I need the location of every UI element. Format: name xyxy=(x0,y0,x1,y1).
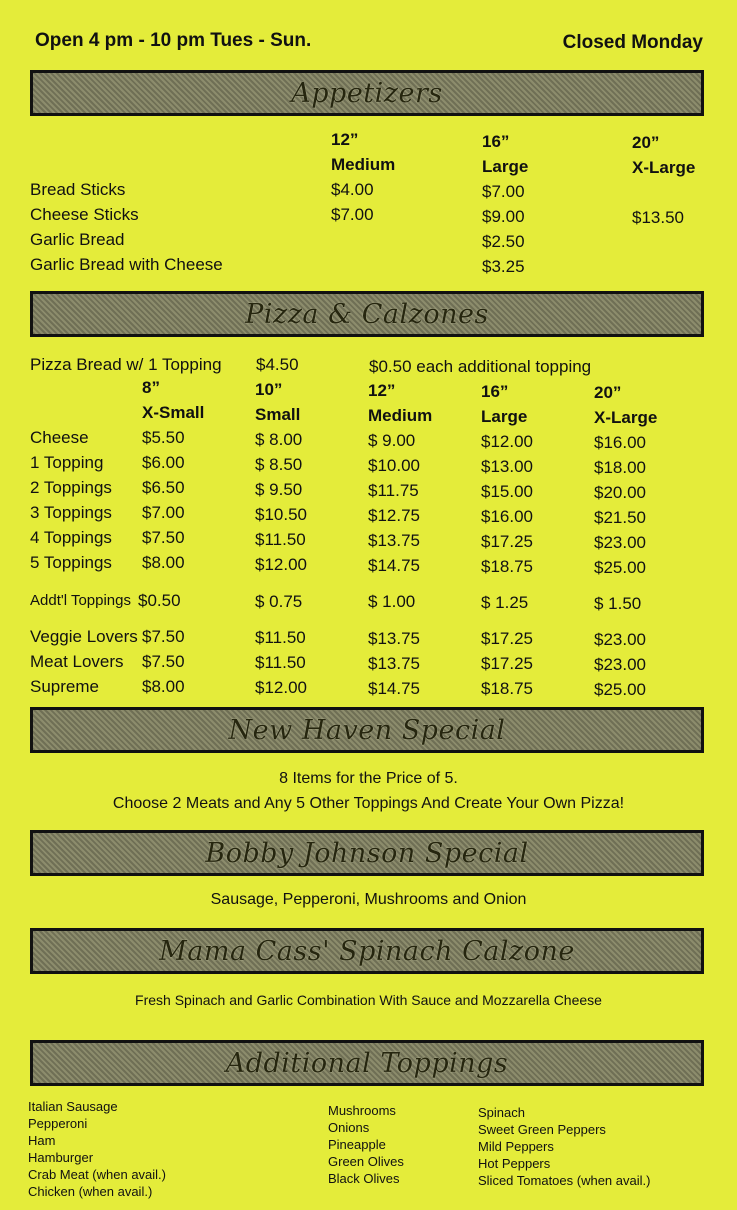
price: $18.75 xyxy=(481,679,533,698)
new-haven-line1: 8 Items for the Price of 5. xyxy=(279,770,458,787)
price: $16.00 xyxy=(481,507,533,526)
pizza-names xyxy=(30,425,112,575)
price: $7.00 xyxy=(331,205,374,224)
price: $11.50 xyxy=(255,530,306,549)
pizza-names-specials xyxy=(30,624,138,699)
appetizer-names xyxy=(30,177,223,277)
price: $11.75 xyxy=(368,481,419,500)
pizza-name: Supreme xyxy=(30,677,99,696)
appetizer-name: Cheese Sticks xyxy=(30,205,139,224)
pizza-col-medium xyxy=(368,378,432,578)
topping-item: Ham xyxy=(28,1133,56,1148)
size-inch: 12” xyxy=(331,130,359,149)
price: $23.00 xyxy=(594,655,646,674)
price: $7.00 xyxy=(142,503,185,522)
pizza-name: 4 Toppings xyxy=(30,528,112,547)
size-name: Medium xyxy=(368,406,433,425)
topping-item: Sliced Tomatoes (when avail.) xyxy=(478,1173,651,1188)
price: $8.00 xyxy=(142,553,185,572)
size-inch: 8” xyxy=(142,378,160,397)
price: $13.75 xyxy=(368,629,420,648)
mama-banner xyxy=(30,928,704,974)
pizza-bread-note: $0.50 each additional topping xyxy=(369,357,592,376)
price: $2.50 xyxy=(482,232,525,251)
price: $ 9.50 xyxy=(255,480,303,499)
price: $ 1.50 xyxy=(594,594,642,613)
price: $18.00 xyxy=(594,458,646,477)
size-name: Small xyxy=(255,405,301,424)
price: $12.75 xyxy=(368,506,420,525)
pizza-bread-price: $4.50 xyxy=(256,355,299,374)
size-name: X-Large xyxy=(632,158,696,177)
topping-item: Mild Peppers xyxy=(478,1139,554,1154)
size-name: X-Small xyxy=(142,403,205,422)
price: $7.00 xyxy=(482,182,525,201)
appetizer-col-xlarge xyxy=(632,130,695,230)
topping-item: Chicken (when avail.) xyxy=(28,1184,153,1199)
price: $6.50 xyxy=(142,478,185,497)
pizza-col-small xyxy=(255,377,307,577)
price: $17.25 xyxy=(481,532,533,551)
topping-item: Mushrooms xyxy=(328,1103,396,1118)
appetizer-name: Garlic Bread xyxy=(30,230,125,249)
price: $23.00 xyxy=(594,630,646,649)
price: $ 1.00 xyxy=(368,592,416,611)
price: $13.75 xyxy=(368,531,420,550)
price: $8.00 xyxy=(142,677,185,696)
pizza-col-large-specials xyxy=(481,626,533,701)
size-inch: 20” xyxy=(594,383,622,402)
price: $23.00 xyxy=(594,533,646,552)
price: $12.00 xyxy=(481,432,533,451)
price: $ 9.00 xyxy=(368,431,416,450)
toppings-col2 xyxy=(328,1102,404,1187)
pizza-col-large xyxy=(481,379,533,579)
pizza-col-xsmall-specials xyxy=(142,624,185,699)
topping-item: Green Olives xyxy=(328,1154,404,1169)
pizza-bread-label: Pizza Bread w/ 1 Topping xyxy=(30,355,222,374)
price: $7.50 xyxy=(142,627,185,646)
toppings-col3 xyxy=(478,1104,650,1189)
new-haven-banner xyxy=(30,707,704,753)
appetizer-col-medium xyxy=(331,127,395,227)
price: $12.00 xyxy=(255,678,307,697)
bobby-line1: Sausage, Pepperoni, Mushrooms and Onion xyxy=(210,891,527,908)
price: $14.75 xyxy=(368,556,420,575)
price: $10.00 xyxy=(368,456,420,475)
price: $17.25 xyxy=(481,629,533,648)
price: $4.00 xyxy=(331,180,374,199)
topping-item: Spinach xyxy=(478,1105,525,1120)
pizza-name: Veggie Lovers xyxy=(30,627,138,646)
topping-item: Hamburger xyxy=(28,1150,94,1165)
pizza-title: Pizza & Calzones xyxy=(245,298,489,330)
topping-item: Hot Peppers xyxy=(478,1156,551,1171)
topping-item: Onions xyxy=(328,1120,370,1135)
size-inch: 16” xyxy=(481,382,509,401)
price: $12.00 xyxy=(255,555,307,574)
bobby-banner xyxy=(30,830,704,876)
topping-item: Italian Sausage xyxy=(28,1099,118,1114)
size-inch: 20” xyxy=(632,133,660,152)
topping-item: Crab Meat (when avail.) xyxy=(28,1167,166,1182)
pizza-name: 3 Toppings xyxy=(30,503,112,522)
price: $18.75 xyxy=(481,557,533,576)
price: $10.50 xyxy=(255,505,307,524)
price: $7.50 xyxy=(142,528,185,547)
price: $25.00 xyxy=(594,680,646,699)
appetizers-title: Appetizers xyxy=(291,77,443,109)
pizza-col-xlarge xyxy=(594,380,657,580)
pizza-name: Cheese xyxy=(30,428,89,447)
new-haven-line2: Choose 2 Meats and Any 5 Other Toppings And Create Your Own Pizza! xyxy=(112,795,625,812)
size-name: Large xyxy=(482,157,529,176)
size-name: X-Large xyxy=(594,408,658,427)
price: $6.00 xyxy=(142,453,185,472)
pizza-name: 5 Toppings xyxy=(30,553,112,572)
price: $25.00 xyxy=(594,558,646,577)
pizza-col-xlarge-specials xyxy=(594,627,646,702)
price: $5.50 xyxy=(142,428,185,447)
pizza-banner xyxy=(30,291,704,337)
closed-text: Closed Monday xyxy=(562,32,703,53)
price: $7.50 xyxy=(142,652,185,671)
pizza-col-small-specials xyxy=(255,625,307,700)
price: $17.25 xyxy=(481,654,533,673)
pizza-name: 2 Toppings xyxy=(30,478,112,497)
bobby-title: Bobby Johnson Special xyxy=(205,837,529,869)
price: $9.00 xyxy=(482,207,525,226)
size-name: Large xyxy=(481,407,528,426)
appetizer-name: Garlic Bread with Cheese xyxy=(30,255,223,274)
new-haven-title: New Haven Special xyxy=(228,714,506,746)
price: $13.00 xyxy=(481,457,533,476)
pizza-name: 1 Topping xyxy=(30,453,104,472)
appetizer-name: Bread Sticks xyxy=(30,180,126,199)
appetizers-banner xyxy=(30,70,704,116)
hours-text: Open 4 pm - 10 pm Tues - Sun. xyxy=(35,30,312,51)
topping-item: Black Olives xyxy=(328,1171,400,1186)
topping-item: Sweet Green Peppers xyxy=(478,1122,606,1137)
topping-item: Pepperoni xyxy=(28,1116,88,1131)
price: $21.50 xyxy=(594,508,646,527)
mama-line1: Fresh Spinach and Garlic Combination With Sauce and Mozzarella Cheese xyxy=(135,992,602,1008)
price: $3.25 xyxy=(482,257,525,276)
pizza-col-xsmall xyxy=(142,375,204,575)
price: $15.00 xyxy=(481,482,533,501)
pizza-addtl-name: Addt'l Toppings xyxy=(30,592,131,609)
size-inch: 16” xyxy=(482,132,510,151)
appetizer-col-large xyxy=(482,129,528,279)
price: $ 1.25 xyxy=(481,593,529,612)
price: $14.75 xyxy=(368,679,420,698)
price: $ 8.50 xyxy=(255,455,303,474)
price: $0.50 xyxy=(138,591,181,610)
mama-title: Mama Cass' Spinach Calzone xyxy=(159,935,575,967)
price: $11.50 xyxy=(255,628,306,647)
price: $16.00 xyxy=(594,433,646,452)
price: $20.00 xyxy=(594,483,646,502)
price: $ 0.75 xyxy=(255,592,303,611)
pizza-col-medium-specials xyxy=(368,626,420,701)
size-inch: 10” xyxy=(255,380,283,399)
price: $ 8.00 xyxy=(255,430,303,449)
price: $13.75 xyxy=(368,654,420,673)
toppings-title: Additional Toppings xyxy=(225,1047,509,1079)
pizza-name: Meat Lovers xyxy=(30,652,124,671)
size-name: Medium xyxy=(331,155,396,174)
toppings-banner xyxy=(30,1040,704,1086)
topping-item: Pineapple xyxy=(328,1137,386,1152)
toppings-col1 xyxy=(28,1098,166,1200)
price: $11.50 xyxy=(255,653,306,672)
size-inch: 12” xyxy=(368,381,396,400)
price: $13.50 xyxy=(632,208,684,227)
